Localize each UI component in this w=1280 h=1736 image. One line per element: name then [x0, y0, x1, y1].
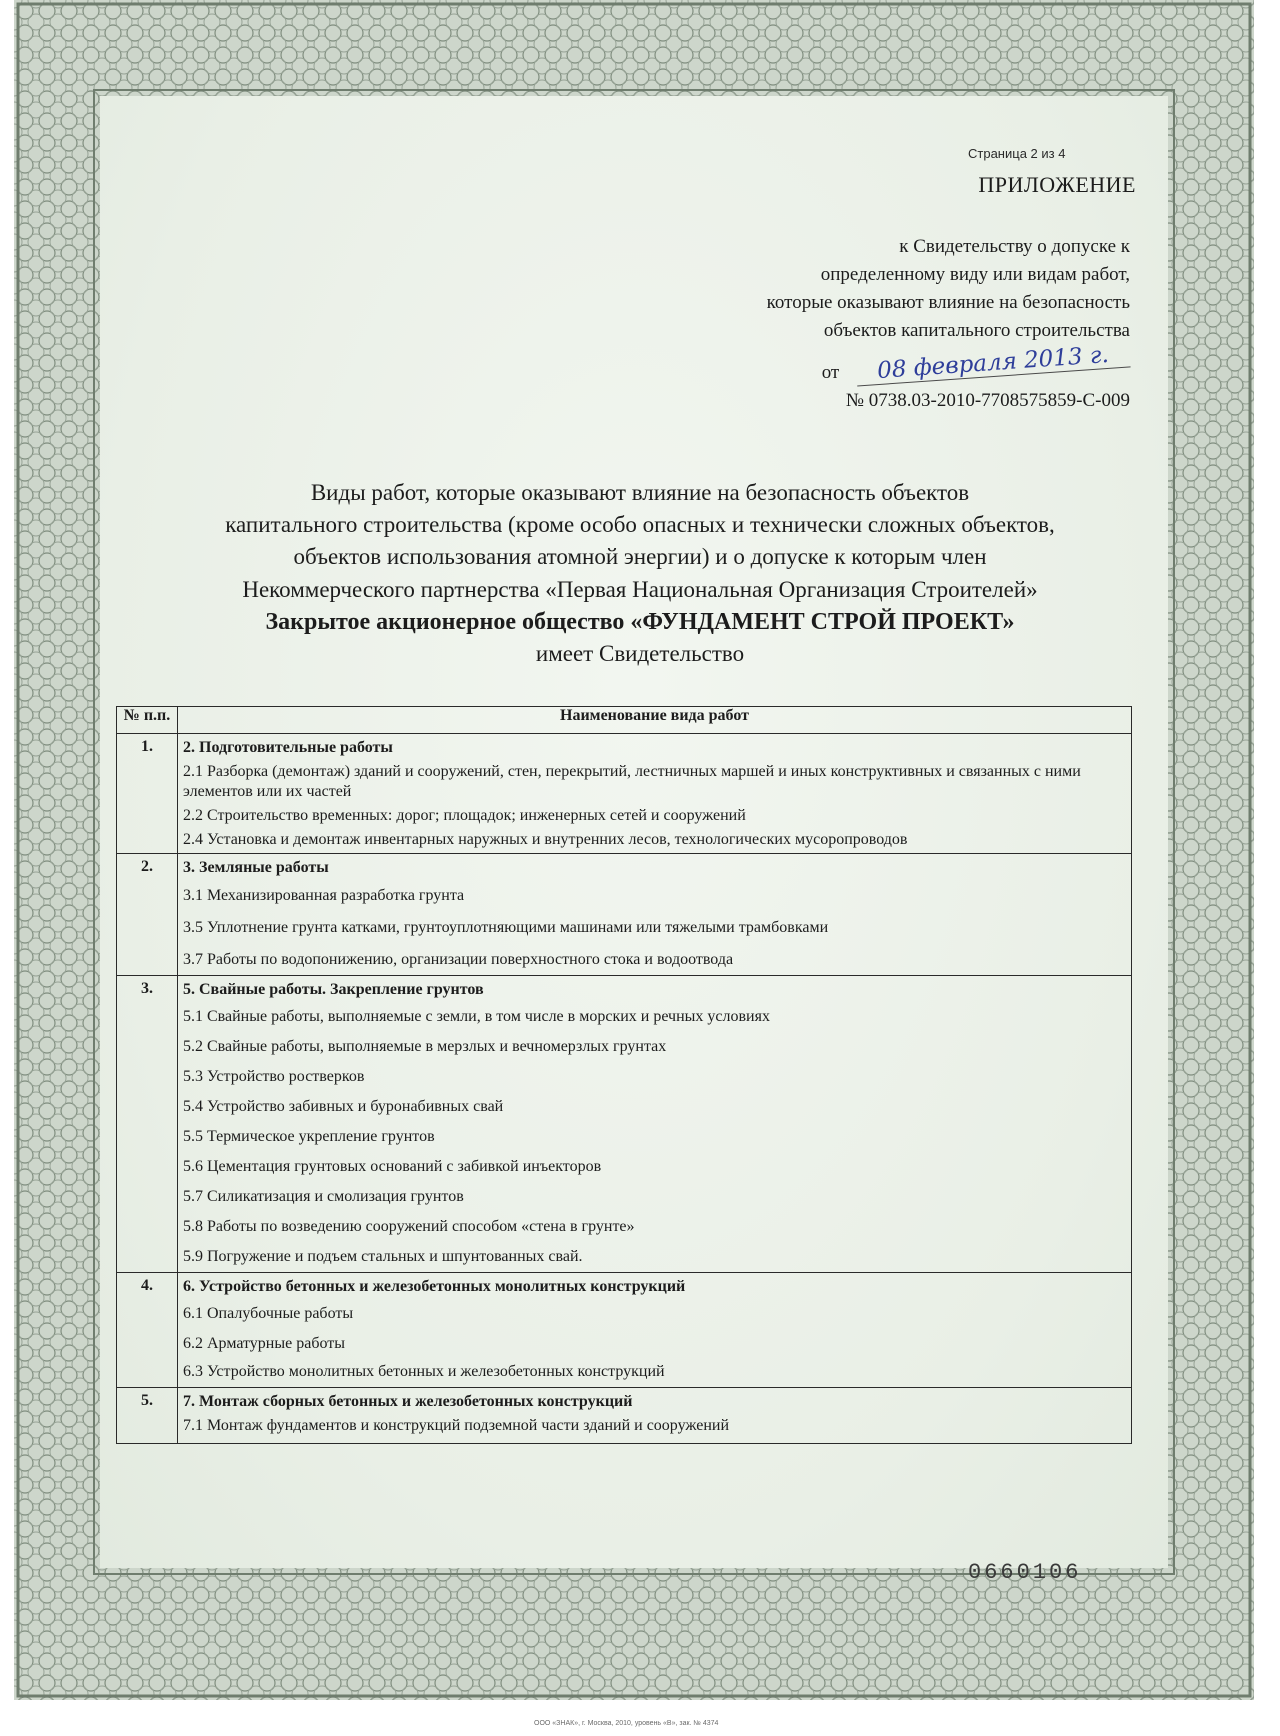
heading-line: капитального строительства (кроме особо опасных и технически сложных объектов,	[225, 512, 1055, 537]
row-number: 4.	[117, 1273, 178, 1388]
heading-line: Виды работ, которые оказывают влияние на безопасность объектов	[310, 480, 970, 505]
group-cell	[178, 854, 1132, 976]
group-title: 6. Устройство бетонных и железобетонных монолитных конструкций	[183, 1278, 686, 1295]
date-row	[821, 341, 1130, 385]
table-row	[117, 1273, 1132, 1388]
work-item: 6.3 Устройство монолитных бетонных и железобетонных конструкций	[183, 1363, 665, 1380]
group-title: 5. Свайные работы. Закрепление грунтов	[183, 981, 484, 998]
work-item: 5.4 Устройство забивных и буронабивных свай	[183, 1098, 504, 1115]
printer-imprint: ООО «ЗНАК», г. Москва, 2010, уровень «В», зак. № 4374	[534, 1720, 719, 1727]
column-header-number: № п.п.	[117, 707, 178, 734]
work-item: 5.5 Термическое укрепление грунтов	[183, 1128, 435, 1145]
certificate-number: № 0738.03-2010-7708575859-С-009	[845, 390, 1130, 411]
row-number: 1.	[117, 734, 178, 854]
group-title: 2. Подготовительные работы	[183, 739, 393, 756]
work-item: 2.1 Разборка (демонтаж) зданий и сооружений, стен, перекрытий, лестничных маршей и иных конструктивных и связанных с ними элементов или их частей	[183, 763, 1081, 800]
work-item: 5.6 Цементация грунтовых оснований с забивкой инъекторов	[183, 1158, 602, 1175]
work-item: 5.1 Свайные работы, выполняемые с земли, в том числе в морских и речных условиях	[183, 1008, 770, 1025]
group-cell	[178, 976, 1132, 1273]
work-item: 6.2 Арматурные работы	[183, 1335, 345, 1352]
page-counter: Страница 2 из 4	[968, 146, 1066, 161]
work-item: 5.8 Работы по возведению сооружений способом «стена в грунте»	[183, 1218, 635, 1235]
row-number: 3.	[117, 976, 178, 1273]
reference-line: объектов капитального строительства	[823, 320, 1130, 341]
work-item: 3.5 Уплотнение грунта катками, грунтоуплотняющими машинами или тяжелыми трамбовками	[183, 919, 829, 936]
group-title: 7. Монтаж сборных бетонных и железобетонных конструкций	[183, 1393, 633, 1410]
heading-line: объектов использования атомной энергии) и о допуске к которым член	[293, 544, 987, 569]
heading-line: Некоммерческого партнерства «Первая Национальная Организация Строителей»	[242, 577, 1038, 602]
work-item: 3.7 Работы по водопонижению, организации поверхностного стока и водоотвода	[183, 951, 734, 968]
work-item: 5.7 Силикатизация и смолизация грунтов	[183, 1188, 464, 1205]
group-title: 3. Земляные работы	[183, 859, 329, 876]
group-cell	[178, 1388, 1132, 1444]
appendix-title: ПРИЛОЖЕНИЕ	[978, 172, 1136, 197]
work-item: 6.1 Опалубочные работы	[183, 1305, 354, 1322]
date-label: от	[821, 362, 840, 383]
work-item: 2.4 Установка и демонтаж инвентарных наружных и внутренних лесов, технологических мусоропроводов	[183, 831, 908, 848]
work-item: 5.2 Свайные работы, выполняемые в мерзлых и вечномерзлых грунтах	[183, 1038, 667, 1055]
column-header-name: Наименование вида работ	[178, 707, 1132, 734]
table-row	[117, 854, 1132, 976]
work-item: 3.1 Механизированная разработка грунта	[183, 887, 465, 904]
table-row	[117, 976, 1132, 1273]
group-cell	[178, 734, 1132, 854]
row-number: 2.	[117, 854, 178, 976]
table-header-row	[117, 707, 1132, 734]
reference-line: которые оказывают влияние на безопасность	[766, 292, 1130, 313]
work-item: 7.1 Монтаж фундаментов и конструкций подземной части зданий и сооружений	[183, 1417, 730, 1434]
work-item: 5.9 Погружение и подъем стальных и шпунтованных свай.	[183, 1248, 583, 1265]
company-name: Закрытое акционерное общество «ФУНДАМЕНТ СТРОЙ ПРОЕКТ»	[265, 609, 1015, 635]
heading-closing: имеет Свидетельство	[535, 641, 745, 666]
works-table	[116, 706, 1132, 1444]
table-row	[117, 734, 1132, 854]
work-item: 2.2 Строительство временных: дорог; площадок; инженерных сетей и сооружений	[183, 807, 746, 824]
group-cell	[178, 1273, 1132, 1388]
row-number: 5.	[117, 1388, 178, 1444]
handwritten-date: 08 февраля 2013 г.	[855, 340, 1130, 386]
reference-line: определенному виду или видам работ,	[820, 264, 1130, 285]
reference-line: к Свидетельству о допуске к	[899, 236, 1130, 257]
work-item: 5.3 Устройство ростверков	[183, 1068, 365, 1085]
table-row	[117, 1388, 1132, 1444]
serial-number: 0660106	[968, 1560, 1082, 1585]
